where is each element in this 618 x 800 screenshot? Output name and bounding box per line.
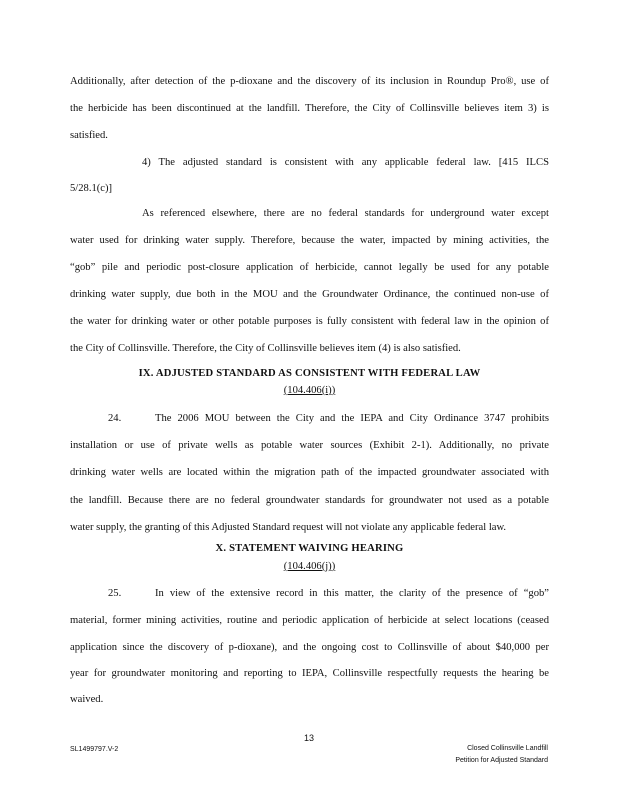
item-4-line: 4) The adjusted standard is consistent with any applicable federal law. [415 ILCS <box>142 157 549 168</box>
paragraph-line: water used for drinking water supply. Therefore, because the water, impacted by mining activities, the <box>70 235 549 246</box>
paragraph-line: year for groundwater monitoring and reporting to IEPA, Collinsville respectfully requests the hearing be <box>70 668 549 679</box>
paragraph-line: the landfill. Because there are no federal groundwater standards for groundwater not used as a potable <box>70 495 549 506</box>
paragraph-line: Additionally, after detection of the p-dioxane and the discovery of its inclusion in Roundup Pro®, use of <box>70 76 549 87</box>
paragraph-line: installation or use of private wells as potable water sources (Exhibit 2-1). Additionally, no private <box>70 440 549 451</box>
paragraph-line: drinking water wells are located within the migration path of the impacted groundwater associated with <box>70 467 549 478</box>
paragraph-line: the water for drinking water or other potable purposes is fully consistent with federal law in the opinion of <box>70 316 549 327</box>
section-reference: (104.406(j)) <box>283 561 336 572</box>
paragraph-line: the herbicide has been discontinued at the landfill. Therefore, the City of Collinsville believes item 3) is <box>70 103 549 114</box>
paragraph-line: water supply, the granting of this Adjusted Standard request will not violate any applicable federal law. <box>70 522 507 533</box>
paragraph-line: waived. <box>70 694 104 705</box>
footer-title: Closed Collinsville Landfill <box>467 745 548 752</box>
paragraph-number: 24. <box>108 413 122 424</box>
item-4-line: 5/28.1(c)] <box>70 183 113 194</box>
page-number: 13 <box>303 733 314 743</box>
document-id: SL1499797.V-2 <box>70 746 119 753</box>
paragraph-line: drinking water supply, due both in the MOU and the Groundwater Ordinance, the continued non-use of <box>70 289 549 300</box>
paragraph-line <box>70 412 549 425</box>
footer-subtitle: Petition for Adjusted Standard <box>455 757 548 764</box>
paragraph-line: As referenced elsewhere, there are no federal standards for underground water except <box>142 208 549 219</box>
paragraph-line: material, former mining activities, routine and periodic application of herbicide at select locations (ceased <box>70 615 549 626</box>
paragraph-text: The 2006 MOU between the City and the IEPA and City Ordinance 3747 prohibits <box>155 413 549 424</box>
paragraph-line: the City of Collinsville. Therefore, the City of Collinsville believes item (4) is also satisfied. <box>70 343 461 354</box>
paragraph-line: satisfied. <box>70 130 108 141</box>
section-heading: X. STATEMENT WAIVING HEARING <box>215 543 404 554</box>
paragraph-number: 25. <box>108 588 122 599</box>
section-heading: IX. ADJUSTED STANDARD AS CONSISTENT WITH FEDERAL LAW <box>138 368 481 379</box>
paragraph-text: In view of the extensive record in this matter, the clarity of the presence of “gob” <box>155 588 549 599</box>
paragraph-line: “gob” pile and periodic post-closure application of herbicide, cannot legally be used for any potable <box>70 262 549 273</box>
section-reference: (104.406(i)) <box>283 385 336 396</box>
paragraph-line: application since the discovery of p-dioxane), and the ongoing cost to Collinsville of about $40,000 per <box>70 642 549 653</box>
paragraph-line <box>70 587 549 600</box>
